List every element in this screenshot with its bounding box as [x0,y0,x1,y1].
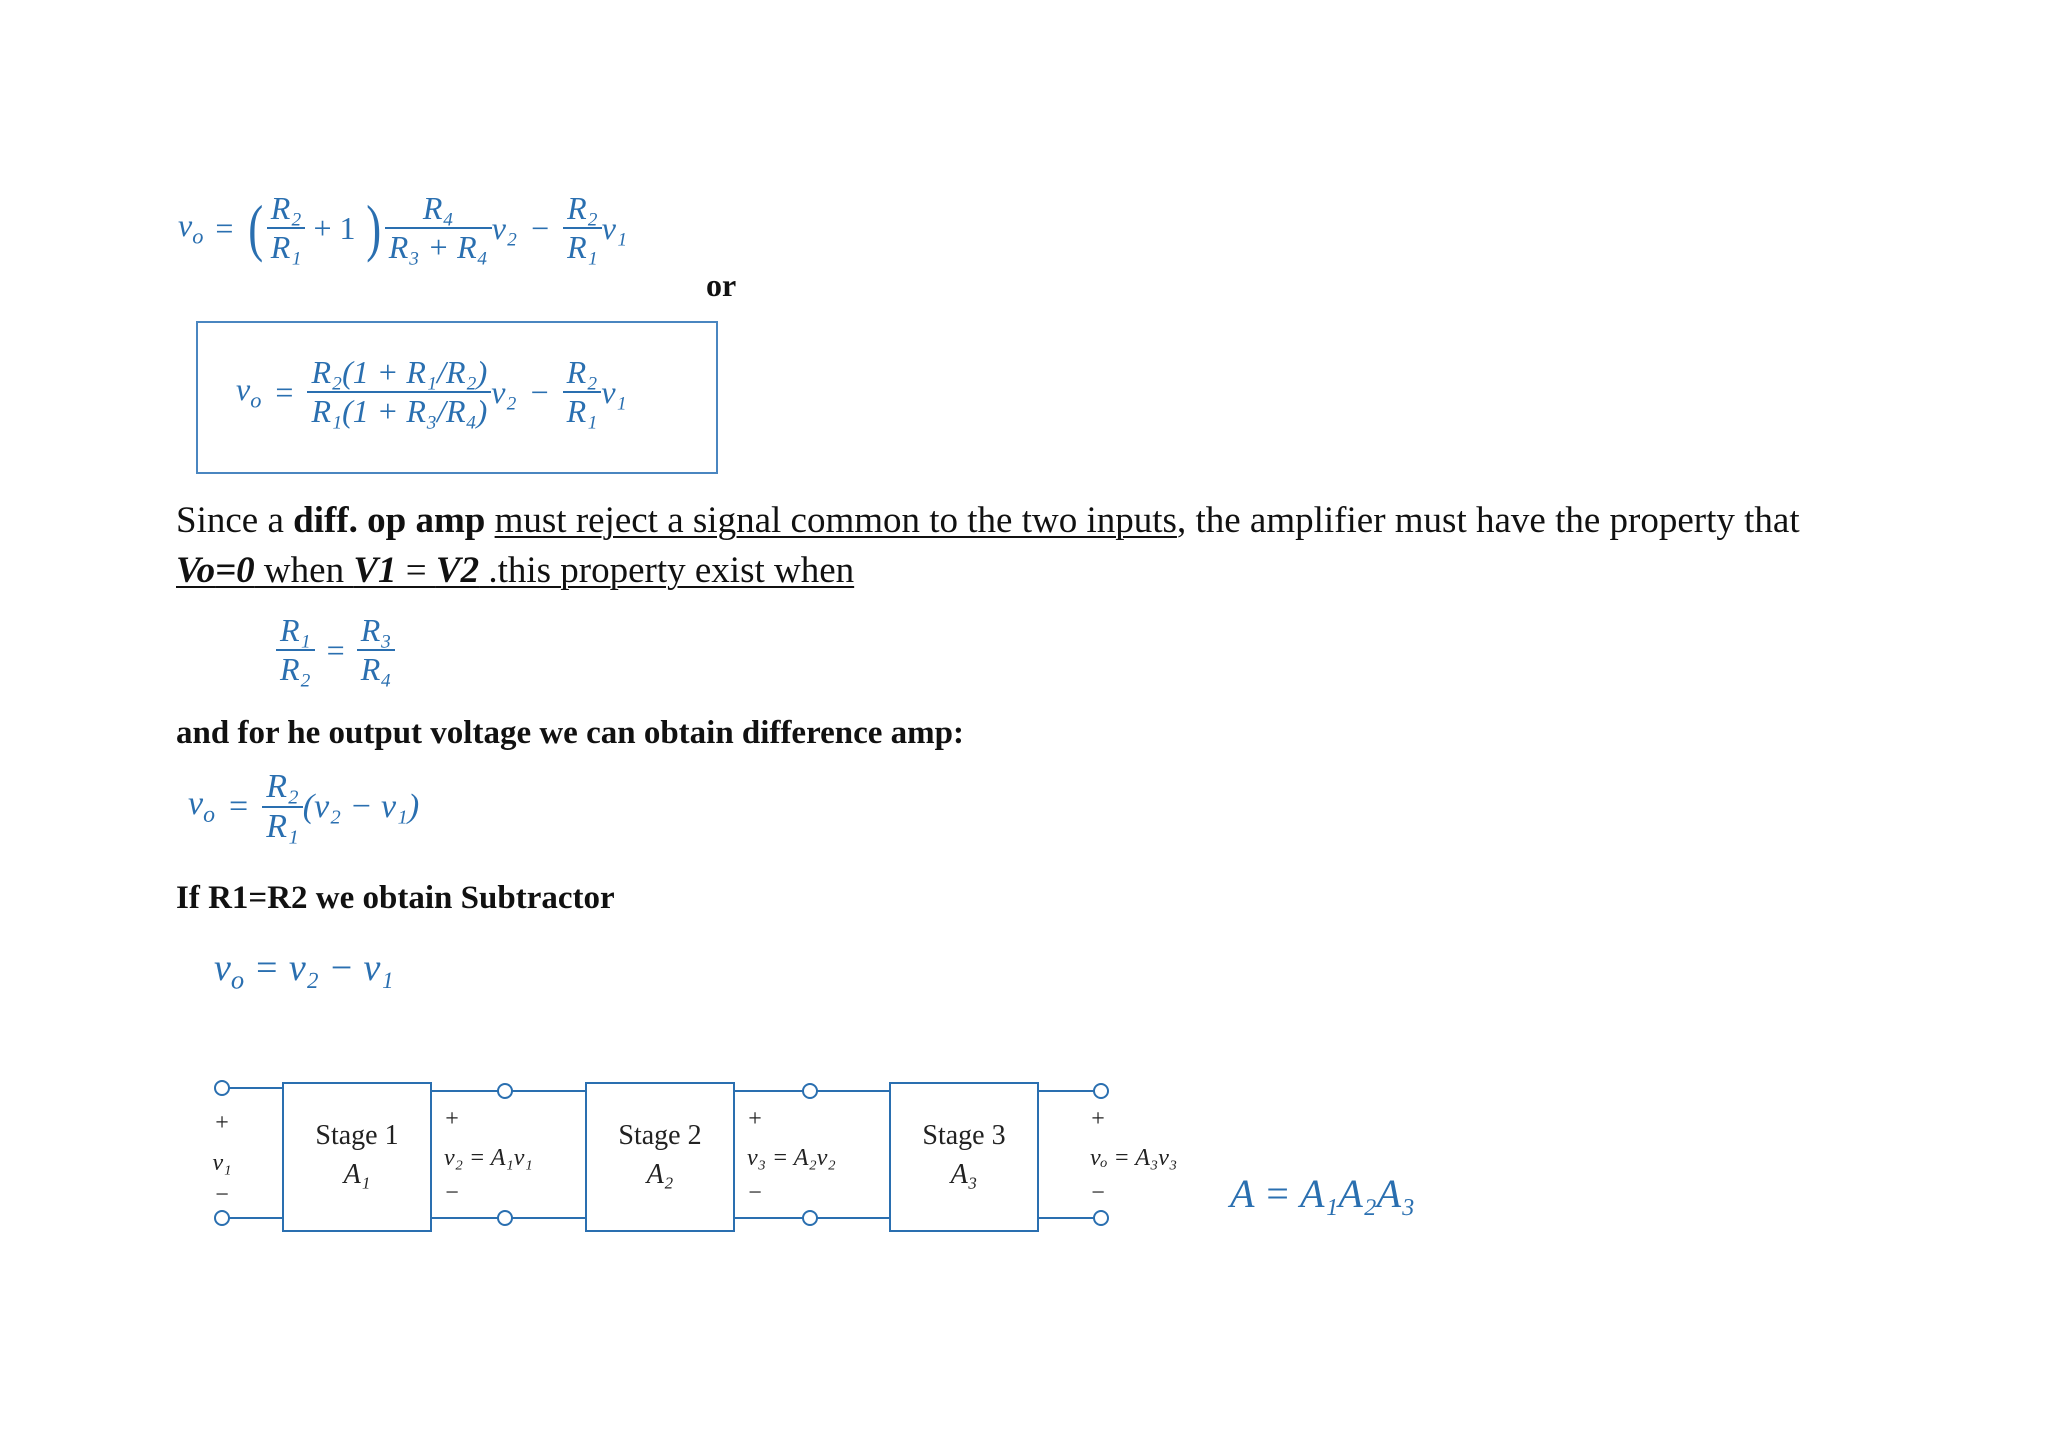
stage2-title: Stage 2 [618,1120,702,1151]
subtractor-heading: If R1=R2 we obtain Subtractor [176,880,615,916]
eq1-frac-r2-r1: $\frac{\text{R₂}}{\text{R₁}}$ [267,190,306,266]
eq2-equals: = [275,373,294,410]
terminal-in-bottom [215,1211,229,1225]
terminal-out-bottom [1094,1211,1108,1225]
equation-1 [178,190,627,266]
terminal-in-top [215,1081,229,1095]
eq1-v1: v₁ [601,209,628,246]
stage2-box [586,1083,734,1231]
eq1-v2: v₂ [491,209,518,246]
eq1-paren-open: ( [248,192,264,263]
eq1-plus-one: + 1 [313,209,356,246]
eq4-rest: (v₂ − v₁) [302,788,420,825]
cascade-diagram [200,1070,1220,1250]
eq3-right-frac: $\frac{\text{R₃}}{\text{R₄}}$ [357,612,396,688]
equation-2 [236,354,627,430]
eq1-frac-r2-r1-b: $\frac{\text{R₂}}{\text{R₁}}$ [563,190,602,266]
mid2-label: v₃ = A₂v₂ [747,1145,836,1171]
equation-5: $v_o = v_2 - v_1$ [214,947,394,995]
in-plus: + [215,1110,229,1136]
eq2-frac-r2-r1: $\frac{\text{R₂}}{\text{R₁}}$ [563,354,602,430]
in-label: v₁ [212,1150,232,1176]
or-label: or [706,267,737,303]
mid1-minus: − [445,1180,459,1206]
stage1-title: Stage 1 [315,1120,399,1151]
eq2-lhs: $v_o$ [236,370,262,413]
mid2-plus: + [748,1106,762,1132]
terminal-mid1-bottom [498,1211,512,1225]
eq1-minus: − [531,209,550,246]
mid1-plus: + [445,1106,459,1132]
equation-4 [188,768,419,846]
stage2-gain: A₂ [646,1159,674,1190]
eq4-frac: $\frac{\text{R₂}}{\text{R₁}}$ [262,768,303,846]
mid2-minus: − [748,1180,762,1206]
in-minus: − [215,1182,229,1208]
out-label: vₒ = A₃v₃ [1090,1145,1178,1171]
stage1-box [283,1083,431,1231]
stage3-box [890,1083,1038,1231]
eq3-equals: = [326,631,345,668]
eq1-equals: = [215,209,234,246]
eq2-v2: v₂ [491,373,517,410]
mid1-label: v₂ = A₁v₁ [444,1145,533,1171]
eq3-left-frac: $\frac{\text{R₁}}{\text{R₂}}$ [276,612,315,688]
difference-amp-heading: and for he output voltage we can obtain difference amp: [176,715,965,751]
terminal-mid1-top [498,1084,512,1098]
eq1-lhs: $v_o$ [178,206,204,249]
stage1-gain: A₁ [343,1159,371,1190]
paragraph-line-1: Since a diff. op amp must reject a signal common to the two inputs, the amplifier must have the property that [176,500,1800,541]
eq2-minus: − [530,373,549,410]
eq4-lhs: $v_o$ [188,785,215,828]
terminal-out-top [1094,1084,1108,1098]
out-plus: + [1091,1106,1105,1132]
eq2-v1: v₁ [601,373,627,410]
stage3-title: Stage 3 [922,1120,1006,1151]
out-minus: − [1091,1180,1105,1206]
eq1-paren-close: ) [366,192,382,263]
eq4-equals: = [229,788,249,825]
paragraph-line-2: Vo=0 when V1 = V2 .this property exist when [176,550,855,591]
equation-3 [276,612,395,688]
stage3-gain: A₃ [950,1159,978,1190]
equation-6: A = A₁A₂A₃ [1230,1171,1415,1216]
terminal-mid2-bottom [803,1211,817,1225]
eq1-frac-r4: $\frac{\text{R₄}}{\text{R₃ + R₄}}$ [385,190,492,266]
eq2-frac-main: $\frac{\text{R₂(1 + R₁/R₂)}}{\text{R₁(1 + R₃/R₄)}}$ [307,354,491,430]
terminal-mid2-top [803,1084,817,1098]
